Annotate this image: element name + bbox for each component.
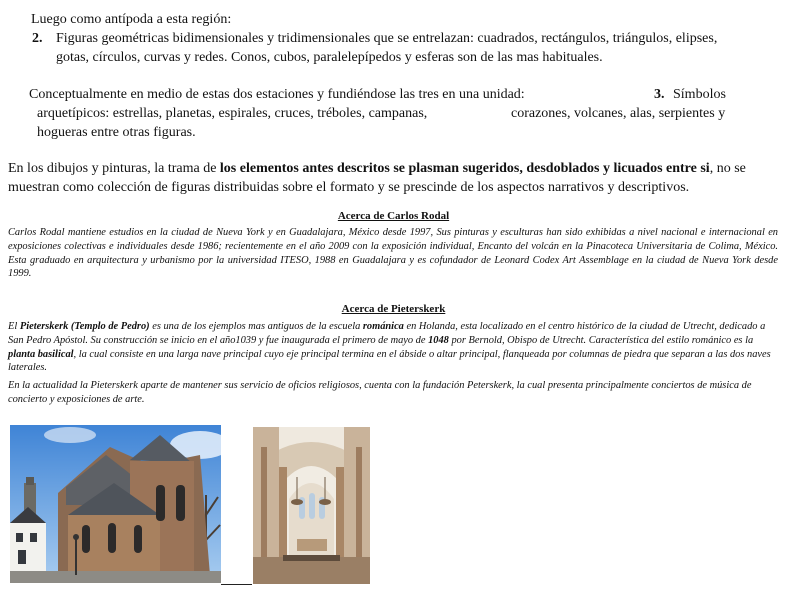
concept-line-2a: arquetípicos: estrellas, planetas, espirales, cruces, tréboles, campanas,	[37, 106, 428, 121]
pieterskerk-description: El Pieterskerk (Templo de Pedro) es una de los ejemplos mas antiguos de la escuela románica en Holanda, esta localizado en el centro histórico de la ciudad de Utrecht, dedicado a San Pedro Apóstol. Su construcción se inicio en el año1039 y fue inaugurada el primero de mayo de 1048 por Bernold, Obispo de Utrecht. Característica del estilo románico es la planta basilical, la cual consiste en una larga nave principal cuyo eje principal termina en el ábside o altar principal, flanqueada por columnas de piedra que separan a las dos naves laterales.	[8, 321, 771, 374]
church-exterior-photo	[10, 425, 221, 583]
church-interior-photo	[253, 427, 370, 584]
concept-line-2b: corazones, volcanes, alas, serpientes y	[511, 106, 726, 121]
rodal-bio: Carlos Rodal mantiene estudios en la ciudad de Nueva York y en Guadalajara, México desde 1997, Sus pinturas y esculturas han sido exhibidas a nivel nacional e internacional en exposiciones colectivas e individuales desde 1986; recientemente en el año 2009 con la exposición individual, Encanto del volcán en la Pinacoteca Universitaria de Colima, México. Esta graduado en arquitectura y urbanismo por la universidad ITESO, 1988 en Guadalajara y es cofundador de Leonard Codex Art Assemblage en la ciudad de Nueva York desde 1999.	[8, 227, 778, 280]
concept-line-3: hogueras entre otras figuras.	[37, 125, 196, 140]
item-2-number: 2.	[32, 31, 43, 46]
photo-divider-line	[221, 584, 252, 585]
pieterskerk-paragraph-2: En la actualidad la Pieterskerk aparte de mantener sus servicio de oficios religiosos, cuenta con la fundación Peterskerk, la cual presenta principalmente conciertos de música de concierto y exposiciones de arte.	[8, 380, 752, 405]
item-2-line-2: gotas, círculos, curvas y redes. Conos, cubos, paralelepípedos y esferas son de las mas habituales.	[56, 50, 603, 65]
main-paragraph: En los dibujos y pinturas, la trama de los elementos antes descritos se plasman sugeridos, desdoblados y licuados entre si, no se muestran como colección de figuras distribuidas sobre el formato y se prescinde de los aspectos narrativos y descriptivos.	[8, 161, 746, 195]
intro-text: Luego como antípoda a esta región:	[31, 12, 232, 27]
item-3-number: 3.	[654, 87, 665, 102]
pieterskerk-heading: Acerca de Pieterskerk	[341, 303, 446, 315]
item-2-line-1: Figuras geométricas bidimensionales y tridimensionales que se entrelazan: cuadrados, rectángulos, triángulos, elipses,	[56, 31, 718, 46]
concept-line-1: Conceptualmente en medio de estas dos estaciones y fundiéndose las tres en una unidad:	[29, 87, 525, 102]
concept-line-1-end: Símbolos	[673, 87, 726, 102]
rodal-heading: Acerca de Carlos Rodal	[337, 210, 450, 222]
